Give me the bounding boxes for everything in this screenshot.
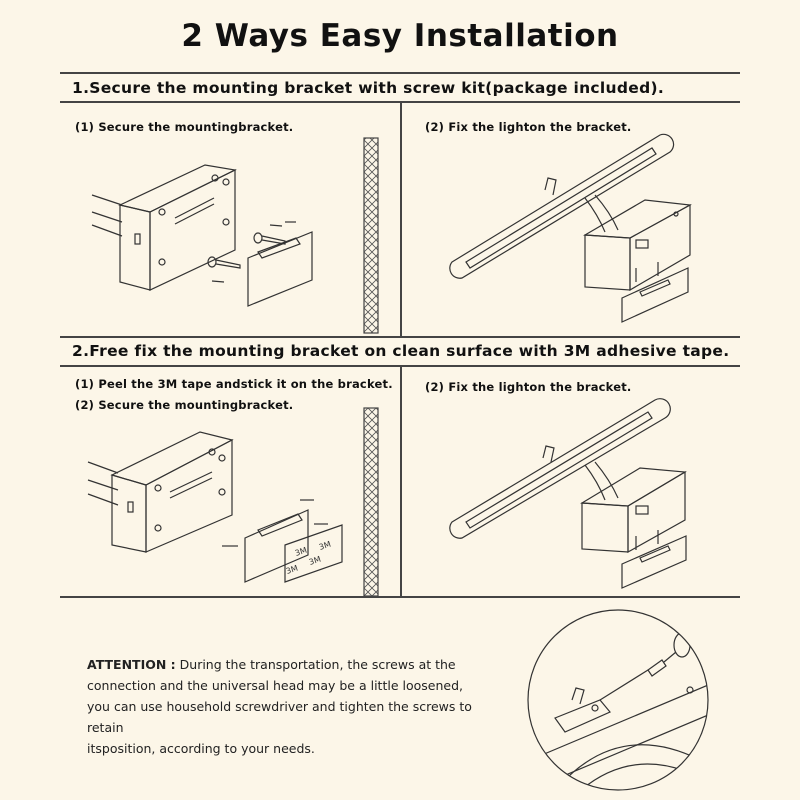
wall-plate-tape-diagram [222,500,342,582]
attention-line-2: connection and the universal head may be a little loosened, [87,678,463,693]
light-fixture-diagram-1 [450,134,690,322]
attention-line-1: During the transportation, the screws at the [175,657,456,672]
light-fixture-diagram-2 [450,399,686,588]
attention-label: ATTENTION : [87,657,176,672]
wall-plate-diagram-1 [248,222,312,306]
tape-text-3: 3M [307,554,323,567]
section1-step-right: (2) Fix the lighton the bracket. [425,120,632,134]
section2-heading: 2.Free fix the mounting bracket on clean surface with 3M adhesive tape. [72,342,730,360]
tape-text-2: 3M [317,539,333,552]
section1-heading: 1.Secure the mounting bracket with screw kit(package included). [72,79,665,97]
tape-text-4: 3M [284,563,300,576]
tape-text-1: 3M [293,545,309,558]
wall-diagram-2 [364,408,378,596]
section2-step-left-1: (1) Peel the 3M tape andstick it on the bracket. [75,377,393,391]
bracket-box-diagram-2 [88,432,232,552]
attention-line-3: you can use household screwdriver and tighten the screws to retain [87,699,472,735]
attention-note [87,654,497,759]
attention-line-4: itsposition, according to your needs. [87,741,315,756]
page-title: 2 Ways Easy Installation [181,18,619,54]
section2-step-left-2: (2) Secure the mountingbracket. [75,398,294,412]
section2-step-right: (2) Fix the lighton the bracket. [425,380,632,394]
screw-tightening-detail [528,610,720,800]
bracket-box-diagram-1 [92,165,235,290]
wall-diagram-1 [364,138,378,333]
section1-step-left: (1) Secure the mountingbracket. [75,120,294,134]
